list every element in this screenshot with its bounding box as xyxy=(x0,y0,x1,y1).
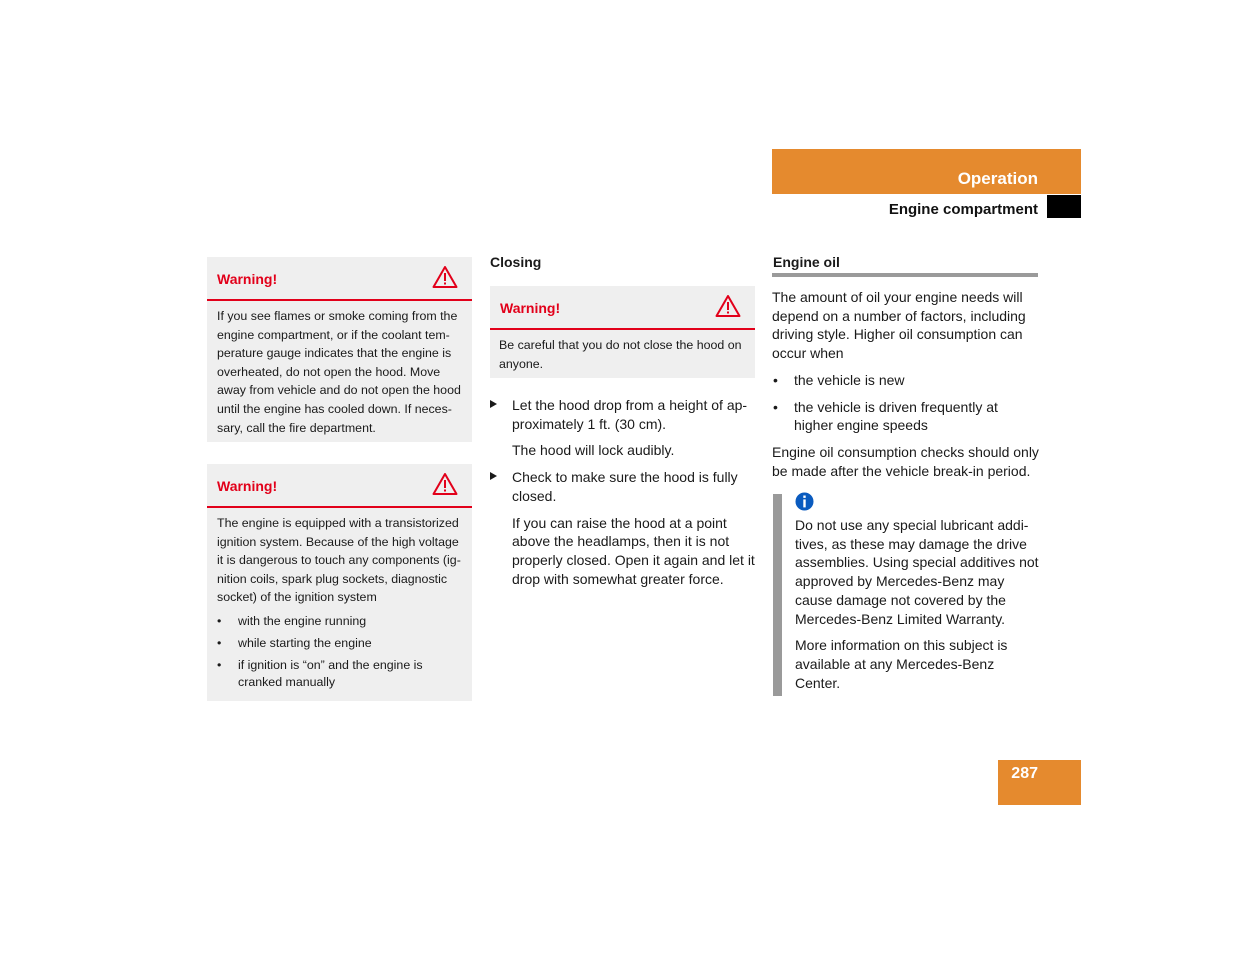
info-paragraph: More information on this subject is available at any Mercedes-Benz Center. xyxy=(795,637,1008,691)
warning-label: Warning! xyxy=(217,478,278,494)
warning-box-closing xyxy=(490,286,755,378)
warning-header xyxy=(490,286,755,330)
warning-body xyxy=(207,508,472,702)
list-item: • the vehicle is new xyxy=(772,371,1040,390)
closing-heading: Closing xyxy=(490,254,542,270)
step-item xyxy=(490,468,755,505)
section-title: Operation xyxy=(957,169,1038,188)
step-text: Check to make sure the hood is fully closed. xyxy=(512,469,738,504)
step-arrow-icon xyxy=(490,400,497,408)
list-item: • while starting the engine xyxy=(217,635,463,652)
break-in-note: Engine oil consumption checks should only be made after the vehicle break-in period. xyxy=(772,443,1039,479)
warning-header xyxy=(207,257,472,301)
list-item: • the vehicle is driven frequently at higher engine speeds xyxy=(772,398,1040,435)
warning-label: Warning! xyxy=(217,271,278,287)
warning-triangle-icon xyxy=(432,472,458,496)
info-note-text xyxy=(795,516,1040,692)
info-icon xyxy=(795,492,814,511)
subsection-title: Engine compartment xyxy=(888,201,1038,218)
warning-box-ignition xyxy=(207,464,472,701)
warning-text: If you see flames or smoke coming from the engine compartment, or if the coolant tem-perature gauge indicates that the engine is overheated, do not open the hood. Move away from vehicle and do not open the hood until the engine has cooled down. If neces-sary, call the fire department. xyxy=(217,309,461,435)
warning-body xyxy=(490,330,755,379)
warning-box-flames xyxy=(207,257,472,442)
warning-header xyxy=(207,464,472,508)
chapter-tab-marker xyxy=(1047,195,1081,218)
info-paragraph: Do not use any special lubricant addi-tives, as these may damage the drive assemblies. Using special additives not approved by Mercedes-Benz may cause damage not covered by the Mercedes-Benz Limited Warranty. xyxy=(795,517,1039,627)
step-result: The hood will lock audibly. xyxy=(512,442,675,459)
step-arrow-icon xyxy=(490,472,497,480)
closing-steps xyxy=(490,396,755,588)
warning-triangle-icon xyxy=(715,294,741,318)
step-item xyxy=(490,396,755,433)
warning-text: Be careful that you do not close the hood on anyone. xyxy=(499,338,742,371)
page-number: 287 xyxy=(1011,765,1038,782)
step-result: If you can raise the hood at a point above the headlamps, then it is not properly closed. Open it again and let it drop with somewhat greater force. xyxy=(512,514,755,587)
warning-body xyxy=(207,301,472,443)
heading-rule xyxy=(772,273,1038,277)
engine-oil-heading: Engine oil xyxy=(773,254,840,270)
list-item: • with the engine running xyxy=(217,613,463,630)
engine-oil-text xyxy=(772,288,1040,480)
warning-label: Warning! xyxy=(500,300,561,316)
info-note-bar xyxy=(773,494,782,696)
warning-text: The engine is equipped with a transistorized ignition system. Because of the high voltage it is dangerous to touch any components (ig-nition coils, spark plug sockets, diagnostic socket) of the ignition system xyxy=(217,516,461,605)
intro-paragraph: The amount of oil your engine needs will depend on a number of factors, including driving style. Higher oil consumption can occur when xyxy=(772,289,1026,362)
step-text: Let the hood drop from a height of ap-proximately 1 ft. (30 cm). xyxy=(512,397,748,432)
list-item: • if ignition is “on” and the engine is cranked manually xyxy=(217,657,463,691)
warning-list xyxy=(217,613,463,691)
warning-triangle-icon xyxy=(432,265,458,289)
